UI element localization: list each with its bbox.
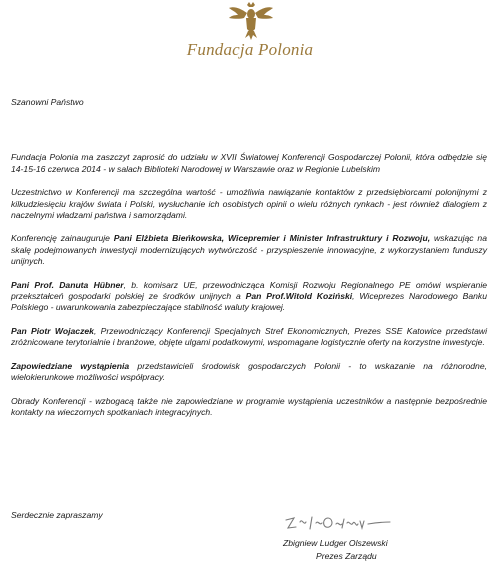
text-segment: , b. komisarz UE, przewodnicząca Komisji Rozwoju Regionalnego PE omówi wspieranie przekształceń gospodarki polskiej ze środków unijnych a (11, 279, 488, 302)
signer-title: Prezes Zarządu (316, 551, 377, 561)
paragraph-announced-talks (11, 361, 487, 384)
salutation: Szanowni Państwo (11, 97, 84, 107)
text-segment: , Wiceprezes Narodowego Banku Polskiego - uwarunkowania zabezpieczające stabilność waluty krajowej. (11, 291, 487, 313)
letter-body (11, 97, 487, 430)
paragraph-sse (11, 326, 487, 349)
letterhead (0, 0, 500, 80)
paragraph-speakers (11, 280, 487, 314)
eagle-crest-icon (228, 2, 274, 42)
paragraph-invitation: Fundacja Polonia ma zaszczyt zaprosić do udziału w XVII Światowej Konferencji Gospodarczej Polonii, która odbędzie się 14-15-16 czerwca 2014 - w salach Biblioteki Narodowej w Warszawie oraz w Regionie Lubelskim (11, 152, 487, 174)
closing-phrase: Serdecznie zapraszamy (11, 510, 103, 520)
handwritten-signature (282, 512, 392, 536)
speaker-name: Pani Elżbieta Bieńkowska, Wicepremier i Minister Infrastruktury i Rozwoju, (113, 233, 431, 244)
text-segment: , Przewodniczący Konferencji Specjalnych Stref Ekonomicznych, Prezes SSE Katowice przedstawi zróżnicowane terytorialnie i branżowe, objęte ulgami podatkowymi, wspomagane logistycznie oferty na korzystne inwestycje. (11, 325, 487, 348)
signer-name: Zbigniew Ludger Olszewski (283, 538, 388, 548)
text-segment: wskazując na skalę podejmowanych inwestycji modernizujących wytwórczość - przyspieszenie innowacyjne, z wykorzystaniem funduszy unijnych. (11, 233, 487, 267)
speaker-name: Pan Prof.Witold Koziński (245, 291, 353, 302)
paragraph-inauguration (11, 233, 487, 267)
highlight-text: Zapowiedziane wystąpienia (11, 360, 130, 371)
text-segment: przedstawicieli środowisk gospodarczych Polonii - to wskazanie na różnorodne, wielokierunkowe możliwości współpracy. (11, 360, 487, 383)
paragraph-participation: Uczestnictwo w Konferencji ma szczególna wartość - umożliwia nawiązanie kontaktów z przedsiębiorcami polonijnymi z kilkudziesięciu krajów świata i Polski, wysłuchanie ich osobistych opinii o wielu różnych rynkach - jest również dialogiem z naczelnymi władzami państwa i samorządami. (11, 187, 487, 221)
foundation-logo-text: Fundacja Polonia (186, 40, 314, 59)
speaker-name: Pani Prof. Danuta Hübner (11, 279, 124, 290)
paragraph-proceedings: Obrady Konferencji - wzbogacą także nie zapowiedziane w programie wystąpienia uczestników a następnie bezpośrednie kontakty na wieczornych spotkaniach integracyjnych. (11, 395, 487, 417)
text-segment: Konferencję zainauguruje (11, 233, 114, 244)
speaker-name: Pan Piotr Wojaczek (11, 325, 94, 336)
